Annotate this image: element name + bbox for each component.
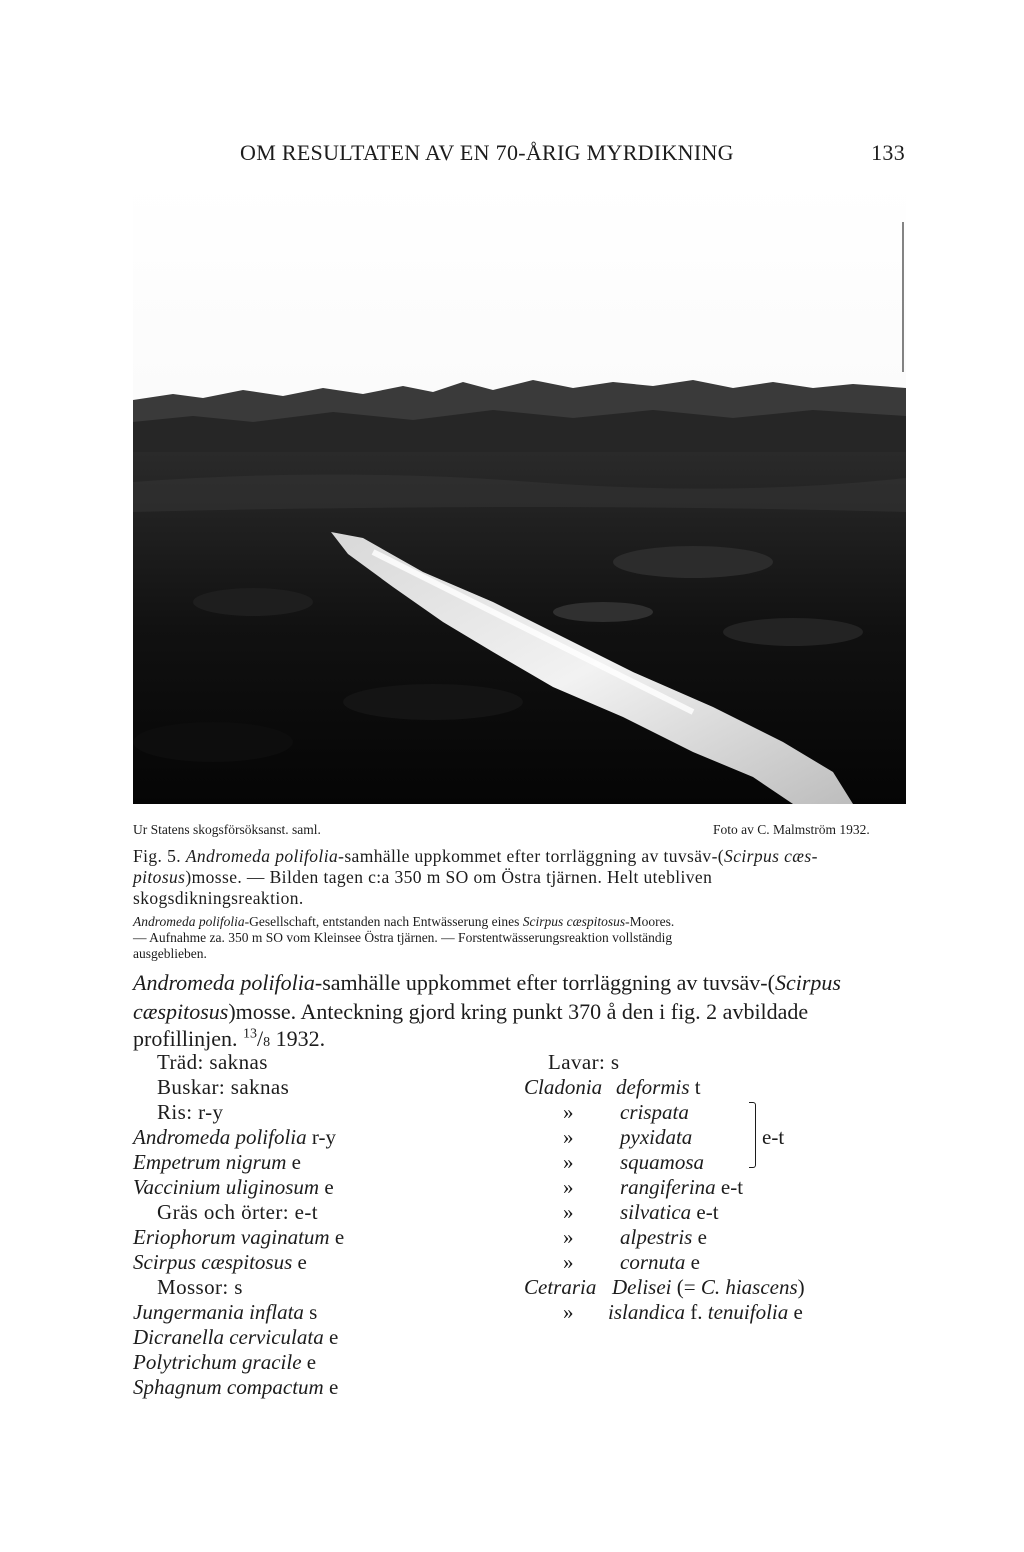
abundance: e xyxy=(690,1250,700,1274)
caption-de-line-3 xyxy=(133,946,207,962)
abundance: e xyxy=(324,1175,334,1199)
ditto-mark: » xyxy=(563,1125,574,1149)
abundance: r-y xyxy=(311,1125,336,1149)
species-name: crispata xyxy=(620,1100,689,1124)
list-left-3 xyxy=(133,1125,336,1150)
ditto-mark: » xyxy=(563,1250,574,1274)
ditto-mark: » xyxy=(563,1150,574,1174)
ditto-mark: » xyxy=(563,1175,574,1199)
list-left-12 xyxy=(133,1350,316,1375)
body-text: -samhälle uppkommet efter torrläggning av tuvsäv-( xyxy=(314,970,775,995)
synonym-species: C. hiascens xyxy=(700,1275,798,1299)
list-left-9: Mossor: s xyxy=(157,1275,243,1299)
species-name: Dicranella cerviculata xyxy=(133,1325,324,1349)
list-left-11 xyxy=(133,1325,338,1350)
species-name: pyxidata xyxy=(620,1125,693,1149)
caption-text: )mosse. — Bilden tagen c:a 350 m SO om Östra tjärnen. Helt utebliven xyxy=(185,867,713,887)
species-name: Polytrichum gracile xyxy=(133,1350,302,1374)
lichen-row-0 xyxy=(616,1075,701,1100)
abundance: e-t xyxy=(696,1200,719,1224)
caption-sv-line-1 xyxy=(133,846,818,867)
caption-de-line-2 xyxy=(133,930,672,946)
list-left-7 xyxy=(133,1225,344,1250)
species-name: Vaccinium uliginosum xyxy=(133,1175,320,1199)
list-left-5 xyxy=(133,1175,334,1200)
lichen-row-2 xyxy=(620,1125,692,1150)
ditto-mark: » xyxy=(563,1300,574,1324)
species-name: rangiferina xyxy=(620,1175,716,1199)
abundance: e xyxy=(306,1350,317,1374)
ditto-mark: » xyxy=(563,1200,574,1224)
body-line-1 xyxy=(133,970,841,996)
caption-text: — Aufnahme za. 350 m SO vom Kleinsee Östra tjärnen. — Forstentwässerungsreaktion vollständig xyxy=(133,930,673,945)
genus-name: Cladonia xyxy=(524,1075,603,1099)
running-head-title: OM RESULTATEN AV EN 70-ÅRIG MYRDIKNING xyxy=(240,140,734,165)
species-name: cornuta xyxy=(620,1250,686,1274)
species-name: Sphagnum compactum xyxy=(133,1375,324,1399)
lichen-row-5 xyxy=(620,1200,719,1225)
abundance: e-t xyxy=(720,1175,744,1199)
species-name: deformis xyxy=(616,1075,690,1099)
form-name: tenuifolia xyxy=(707,1300,789,1324)
caption-text: -Moores. xyxy=(625,914,675,929)
species-name: Eriophorum vaginatum xyxy=(133,1225,330,1249)
date-denominator: 8 xyxy=(263,1035,271,1050)
abundance: e xyxy=(291,1150,301,1174)
species-name: squamosa xyxy=(620,1150,705,1174)
abundance: e xyxy=(328,1325,339,1349)
species-name: islandica xyxy=(608,1300,685,1324)
lichen-row-delisei xyxy=(612,1275,805,1300)
date-numerator: 13 xyxy=(242,1026,257,1042)
caption-text: -Gesellschaft, entstanden nach Entwässerung eines xyxy=(244,914,520,929)
date-year: 1932. xyxy=(275,1026,326,1051)
synonym-open: (= xyxy=(676,1275,701,1299)
lichen-row-3 xyxy=(620,1150,704,1175)
form-abbrev: f. xyxy=(690,1300,703,1324)
ditto-mark: » xyxy=(563,1100,574,1124)
list-left-8 xyxy=(133,1250,307,1275)
caption-species: pitosus xyxy=(133,867,186,887)
genus-name: Cetraria xyxy=(524,1275,597,1299)
list-left-4 xyxy=(133,1150,301,1175)
lichen-row-4 xyxy=(620,1175,743,1200)
body-species: Andromeda polifolia xyxy=(133,970,315,995)
caption-text: -samhälle uppkommet efter torrläggning av tuvsäv-( xyxy=(338,846,725,866)
caption-sv-line-2 xyxy=(133,867,712,888)
body-line-2 xyxy=(133,999,808,1025)
list-left-0: Träd: saknas xyxy=(157,1050,268,1074)
lichen-row-1 xyxy=(620,1100,689,1125)
species-name: silvatica xyxy=(620,1200,692,1224)
lichen-heading: Lavar: s xyxy=(548,1050,620,1074)
abundance: e xyxy=(297,1250,307,1274)
figure-photo xyxy=(133,182,906,804)
list-left-6: Gräs och örter: e-t xyxy=(157,1200,318,1224)
bog-photograph xyxy=(133,182,906,804)
body-species: cæspitosus xyxy=(133,999,229,1024)
brace xyxy=(749,1102,756,1168)
brace-value: e-t xyxy=(762,1125,785,1149)
photo-credit-photographer: Foto av C. Malmström 1932. xyxy=(713,822,870,837)
lichen-genus-cetraria xyxy=(524,1275,596,1300)
lichen-row-6 xyxy=(620,1225,707,1250)
caption-sv-line-3 xyxy=(133,888,304,909)
caption-species: Scirpus cæs- xyxy=(724,846,818,866)
photo-credit-source: Ur Statens skogsförsöksanst. saml. xyxy=(133,822,321,837)
body-text: )mosse. Anteckning gjord kring punkt 370 å den i fig. 2 avbildade xyxy=(228,999,809,1024)
caption-text: skogsdikningsreaktion. xyxy=(133,888,304,908)
caption-species: Andromeda polifolia xyxy=(133,914,245,929)
species-name: Empetrum nigrum xyxy=(133,1150,287,1174)
lichen-row-7 xyxy=(620,1250,700,1275)
list-left-2: Ris: r-y xyxy=(157,1100,224,1124)
list-left-1: Buskar: saknas xyxy=(157,1075,290,1099)
species-name: Andromeda polifolia xyxy=(133,1125,307,1149)
species-name: alpestris xyxy=(620,1225,693,1249)
lichen-genus-cladonia xyxy=(524,1075,602,1100)
caption-species: Andromeda polifolia xyxy=(185,846,339,866)
abundance: e xyxy=(697,1225,707,1249)
body-line-3: profillinjen. $^{13}$/8 1932. xyxy=(133,1026,326,1051)
abundance: e xyxy=(793,1300,803,1324)
abundance: t xyxy=(694,1075,701,1099)
list-left-13 xyxy=(133,1375,338,1400)
list-left-10 xyxy=(133,1300,317,1325)
abundance: e xyxy=(328,1375,339,1399)
abundance: e xyxy=(334,1225,345,1249)
lichen-row-islandica xyxy=(608,1300,803,1325)
caption-species: Scirpus cæspitosus xyxy=(522,914,626,929)
species-name: Scirpus cæspitosus xyxy=(133,1250,293,1274)
caption-text: ausgeblieben. xyxy=(133,946,207,961)
body-text: profillinjen. xyxy=(133,1026,238,1051)
ditto-mark: » xyxy=(563,1225,574,1249)
body-species: Scirpus xyxy=(774,970,841,995)
synonym-close: ) xyxy=(797,1275,805,1299)
species-name: Jungermania inflata xyxy=(133,1300,304,1324)
abundance: s xyxy=(309,1300,318,1324)
caption-fig-label: Fig. 5. xyxy=(133,846,182,866)
caption-de-line-1 xyxy=(133,914,674,930)
species-name: Delisei xyxy=(612,1275,672,1299)
page-number: 133 xyxy=(871,140,905,165)
